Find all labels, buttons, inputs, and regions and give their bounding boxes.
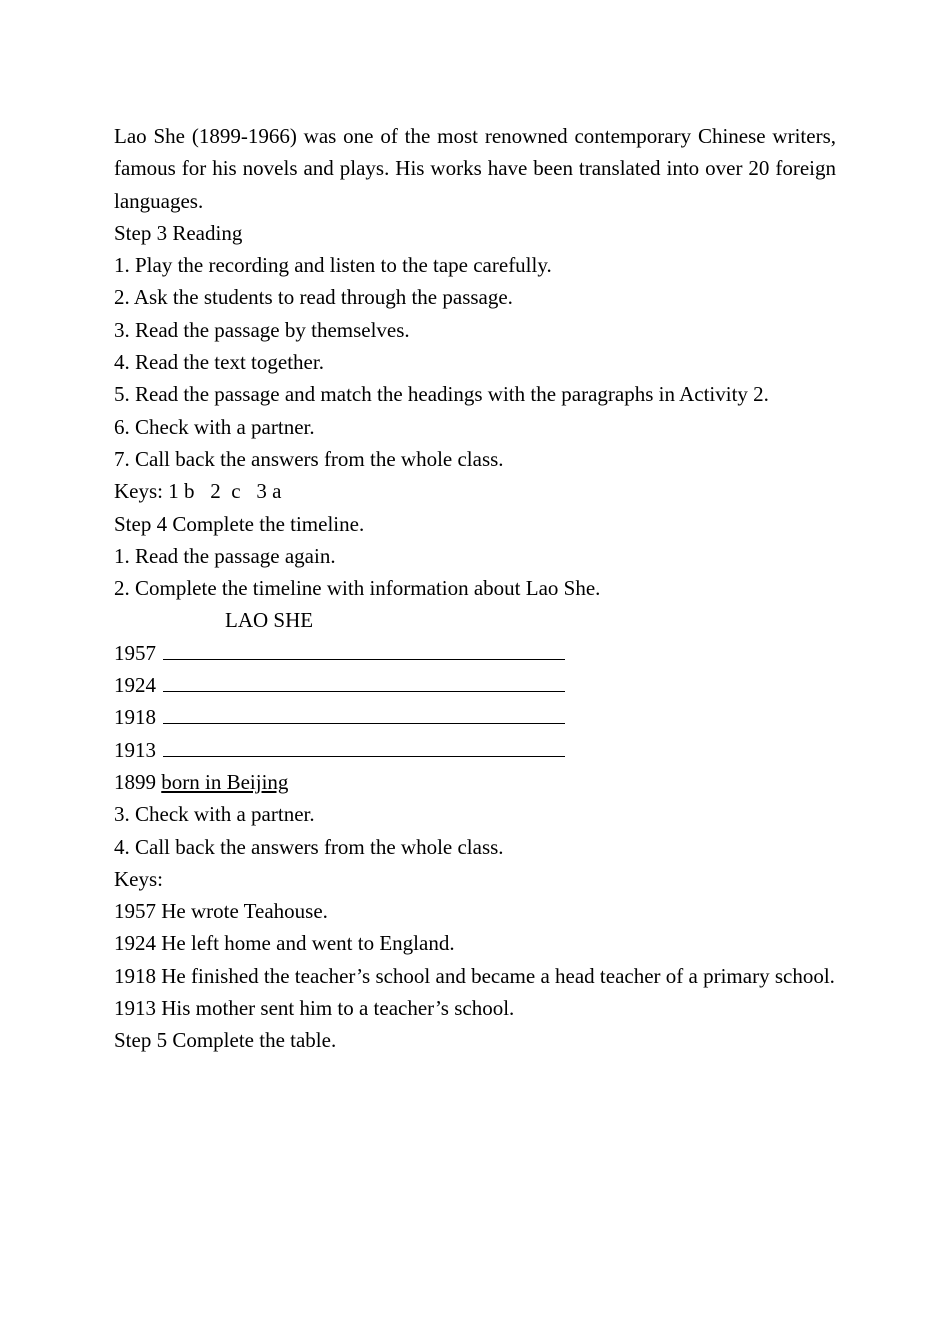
step4-keys-label: Keys: — [114, 866, 163, 891]
step4-key: 1918 He finished the teacher’s school and became a head teacher of a primary school. — [114, 963, 835, 988]
answer-blank[interactable] — [163, 673, 565, 692]
step4-item: 1. Read the passage again. — [114, 543, 336, 568]
timeline-year: 1957 — [114, 640, 156, 665]
timeline-row — [114, 669, 836, 701]
step3-keys: Keys: 1 b 2 c 3 a — [114, 479, 282, 504]
document-page — [114, 120, 836, 1057]
step3-item: 7. Call back the answers from the whole class. — [114, 446, 504, 471]
timeline-example-answer: born in Beijing — [161, 769, 289, 794]
timeline-row — [114, 701, 836, 733]
step3-heading: Step 3 Reading — [114, 220, 243, 245]
step3-item: 6. Check with a partner. — [114, 414, 315, 439]
step4-key: 1957 He wrote Teahouse. — [114, 899, 328, 924]
timeline-year: 1913 — [114, 737, 156, 762]
step3-item: 3. Read the passage by themselves. — [114, 317, 410, 342]
timeline-row — [114, 637, 836, 669]
step4-item: 3. Check with a partner. — [114, 802, 315, 827]
timeline-row — [114, 766, 836, 798]
step3-item: 4. Read the text together. — [114, 350, 324, 375]
step4-item: 2. Complete the timeline with information about Lao She. — [114, 576, 601, 601]
timeline-year: 1899 — [114, 769, 156, 794]
step5-heading: Step 5 Complete the table. — [114, 1028, 337, 1053]
step4-key: 1913 His mother sent him to a teacher’s school. — [114, 996, 515, 1021]
timeline-row — [114, 734, 836, 766]
answer-blank[interactable] — [163, 641, 565, 660]
step3-item: 2. Ask the students to read through the passage. — [114, 285, 513, 310]
timeline-year: 1924 — [114, 673, 156, 698]
answer-blank[interactable] — [163, 705, 565, 724]
step4-key: 1924 He left home and went to England. — [114, 931, 455, 956]
step4-item: 4. Call back the answers from the whole class. — [114, 834, 504, 859]
answer-blank[interactable] — [163, 738, 565, 757]
timeline-title: LAO SHE — [225, 608, 314, 633]
step4-heading: Step 4 Complete the timeline. — [114, 511, 365, 536]
timeline-year: 1918 — [114, 705, 156, 730]
step3-item: 1. Play the recording and listen to the tape carefully. — [114, 253, 552, 278]
intro-paragraph: Lao She (1899-1966) was one of the most renowned contemporary Chinese writers, famous for his novels and plays. His works have been translated into over 20 foreign languages. — [114, 124, 836, 213]
step3-item: 5. Read the passage and match the headings with the paragraphs in Activity 2. — [114, 382, 769, 407]
